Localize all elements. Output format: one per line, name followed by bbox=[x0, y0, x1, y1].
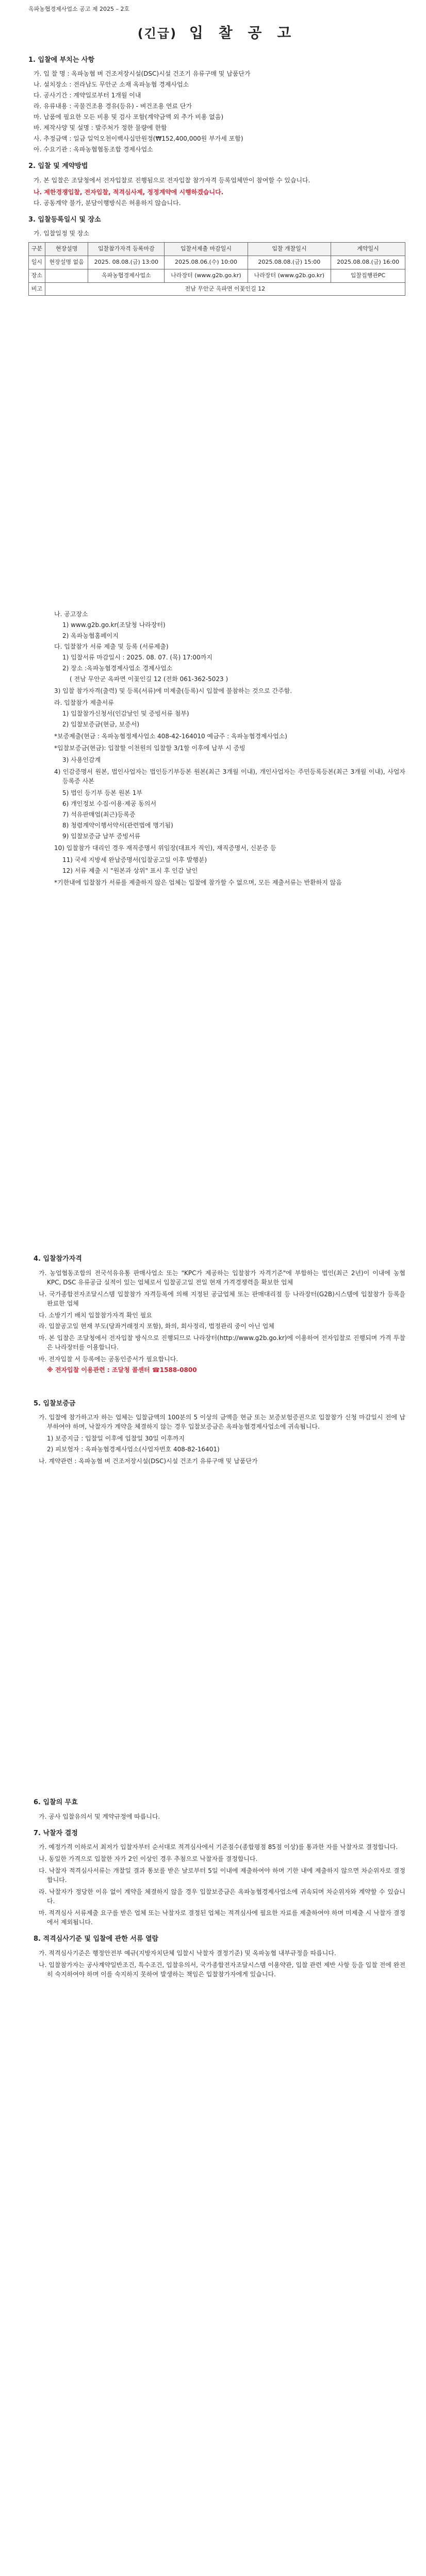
table-header: 구분 bbox=[29, 243, 45, 256]
table-cell: 옥파농협경제사업소 bbox=[88, 269, 165, 282]
list-item: 가. 입찰에 참가하고자 하는 업체는 입찰금액의 100분의 5 이상의 금액을 현금 또는 보증보험증권으로 입찰참가 신청 마감일시 전에 납부하여야 하며, 낙찰자가 계약을 체결하지 않는 경우 입찰보증금은 옥파농협경제사업소에 귀속됩니다. bbox=[39, 1414, 405, 1430]
list-item: 나. 계약관련 : 옥파농협 벼 건조저장시설(DSC)시설 건조기 유류구매 및 납품단가 bbox=[39, 1458, 258, 1465]
table-cell: 2025. 08.08.(금) 13:00 bbox=[88, 256, 165, 269]
list-item: 바. 전자입찰 서 등록에는 공동인증서가 필요합니다. bbox=[39, 1355, 178, 1363]
list-item: 다. 공동계약 불가, 분담이행방식은 허용하지 않습니다. bbox=[34, 199, 181, 207]
list-item: 나. 동일한 가격으로 입찰한 자가 2인 이상인 경우 추첨으로 낙찰자를 결정합니다. bbox=[39, 1855, 258, 1862]
section-title: 6. 입찰의 무효 bbox=[34, 1799, 78, 1806]
list-item: 3) 입찰 참가자격(출력) 및 등록(서류)에 미제출(등록)시 입찰에 불참하는 것으로 간주함. bbox=[54, 687, 292, 694]
list-item: 가. 농업협동조합의 전국석유유통 판매사업소 또는 "KPC가 제공하는 입찰참가 자격기준"에 부합하는 법인(최근 2년)이 이내에 농협KPC, DSC 유류공급 실적이 있는 업체로서 입찰공고일 전일 현재 가격경쟁력을 확보한 업체 bbox=[39, 1269, 405, 1286]
list-item-highlight: 나. 제한경쟁입찰, 전자입찰, 적격심사제, 정정계약에 시행하겠습니다. bbox=[34, 188, 224, 196]
section-title: 5. 입찰보증금 bbox=[34, 1399, 76, 1408]
list-item: 가. 공사 입찰유의서 및 계약규정에 따릅니다. bbox=[39, 1812, 160, 1820]
table-header: 입찰서제출 마감일시 bbox=[165, 243, 248, 256]
list-item: 2) 장소 :옥파농협경제사업소 경제사업소 bbox=[62, 665, 173, 672]
contact-line: ※ 전자입찰 이용관련 : 조달청 콜센터 ☎1588-0800 bbox=[47, 1366, 197, 1374]
list-item: 다. 공사기간 : 계약일로부터 1개월 이내 bbox=[34, 92, 141, 99]
table-cell: 2025.08.08.(금) 16:00 bbox=[331, 256, 405, 269]
section-title: 1. 입찰에 부치는 사항 bbox=[28, 56, 95, 64]
list-item: 가. 입 찰 명 : 옥파농협 벼 건조저장시설(DSC)시설 건조기 유류구매 및 납품단가 bbox=[34, 70, 251, 77]
list-item: 라. 입찰참가 제출서류 bbox=[54, 699, 114, 706]
list-item: 사. 추정금액 : 일금 일억오천이백사십만원정(₩152,400,000원 부가세 포함) bbox=[34, 135, 243, 142]
table-cell: 장소 bbox=[29, 269, 45, 282]
list-item: *보증제출(현금 : 옥파농협정제사업소 408-42-164010 예금주 : 옥파농협경제사업소) bbox=[54, 733, 287, 740]
list-item: 마. 본 입찰은 조달청에서 전자입찰 방식으로 진행되므로 나라장터(http://www.g2b.go.kr)에 이용하여 전자입찰로 진행되며 가격 투찰은 나라장터를 이용합니다. bbox=[39, 1334, 405, 1351]
table-cell: 2025.08.08.(금) 15:00 bbox=[248, 256, 331, 269]
list-item: 9) 입찰보증금 납부 증빙서류 bbox=[62, 833, 141, 840]
list-item: 10) 입찰참가 대리인 경우 재직증명서 위임장(대표자 직인), 재직증명서, 신분증 등 bbox=[54, 844, 276, 852]
notice-header-block bbox=[0, 5, 426, 603]
list-item: 1) 입찰서류 마감일시 : 2025. 08. 07. (목) 17:00까지 bbox=[62, 654, 212, 661]
list-item: 다. 입찰참가 서류 제출 및 등록 (서류제출) bbox=[54, 643, 169, 650]
list-item: 가. 본 입찰은 조달청에서 전자입찰로 진행됨으로 전자입찰 참가자격 등록업체만이 참여할 수 있습니다. bbox=[34, 176, 310, 184]
list-item: 4) 인감증명서 원본, 법인사업자는 법인등기부등본 원본(최근 3개월 이내), 개인사업자는 주민등록등본(최근 3개월 이내), 사업자등록증 사본 bbox=[54, 768, 405, 785]
list-item: 나. 국가종합전자조달시스템 입찰참가 자격등록에 의해 지정된 공급업체 또는 판매대리점 등 나라장터(G2B)시스템에 입찰참가 등록을 완료한 업체 bbox=[39, 1290, 405, 1307]
section-title: 3. 입찰등록일시 및 장소 bbox=[28, 215, 101, 224]
list-item: 다. 소방기기 배치 입찰참가자격 확인 필요 bbox=[39, 1311, 152, 1319]
list-item: 8) 청렴계약이행서약서(관련법에 명기됨) bbox=[62, 822, 173, 829]
list-item: 5) 법인 등기부 등본 원본 1부 bbox=[62, 789, 142, 796]
table-header: 입찰참가자격 등록마감 bbox=[88, 243, 165, 256]
section-title: 8. 적격심사기준 및 입찰에 관한 서류 열람 bbox=[34, 1935, 159, 1943]
section-title: 4. 입찰참가자격 bbox=[34, 1255, 82, 1263]
table-row bbox=[29, 282, 405, 296]
table-cell: 입찰집행관PC bbox=[331, 269, 405, 282]
table-cell: 나라장터 (www.g2b.go.kr) bbox=[248, 269, 331, 282]
list-item: 7) 석유판매업(최근)등록증 bbox=[62, 811, 136, 818]
list-item: 마. 납품에 필요한 모든 비용 및 검사 포함(계약금액 외 추가 비용 없음) bbox=[34, 113, 224, 121]
table-row bbox=[29, 269, 405, 282]
list-item: 라. 낙찰자가 정당한 이유 없이 계약을 체결하지 않을 경우 입찰보증금은 옥파농협경제사업소에 귀속되며 차순위자와 계약할 수 있습니다. bbox=[39, 1888, 405, 1905]
list-item: 가. 적격심사기준은 행정안전부 예규(지방자치단체 입찰시 낙찰자 결정기준) 및 옥파농협 내부규정을 따릅니다. bbox=[39, 1949, 336, 1957]
list-item: 1) www.g2b.go.kr(조달청 나라장터) bbox=[62, 621, 166, 629]
list-item: 2) 옥파농협홈페이지 bbox=[62, 632, 119, 639]
table-row bbox=[29, 256, 405, 269]
list-item: 2) 입찰보증금(현금, 보증서) bbox=[62, 721, 140, 728]
list-item: 2) 피보험자 : 옥파농협경제사업소(사업자번호 408-82-16401) bbox=[47, 1446, 220, 1453]
list-item: *입찰보증금(현금): 입찰할 이천원의 입찰할 3/1할 이후에 납부 시 증빙 bbox=[54, 744, 245, 752]
table-cell: 전남 무안군 옥파면 이꽃인길 12 bbox=[45, 282, 405, 296]
list-item: 아. 수요기관 : 옥파농협협동조합 경제사업소 bbox=[34, 146, 153, 153]
table-cell: 비고 bbox=[29, 282, 45, 296]
list-item: 바. 제작사양 및 설명 : 발주처가 정한 물량에 한함 bbox=[34, 124, 167, 131]
table-header: 계약일시 bbox=[331, 243, 405, 256]
title-main: 입 찰 공 고 bbox=[189, 24, 297, 41]
table-cell: 일시 bbox=[29, 256, 45, 269]
list-item: 6) 개인정보 수집·이용·제공 동의서 bbox=[62, 800, 157, 807]
table-header: 현장설명 bbox=[45, 243, 88, 256]
title-prefix: (긴급) bbox=[137, 26, 177, 41]
section-title: 7. 낙찰자 결정 bbox=[34, 1829, 78, 1837]
schedule-table bbox=[28, 242, 405, 296]
notice-number: 옥파농협경제사업소 공고 제 2025 – 2호 bbox=[28, 6, 130, 12]
list-item: 라. 입찰공고일 현재 부도(당좌거래정지 포함), 화의, 회사정리, 법정관리 중이 아닌 업체 bbox=[39, 1322, 274, 1330]
award-block bbox=[0, 1790, 426, 2275]
bid-details-block bbox=[0, 608, 426, 1195]
list-item: ( 전남 무안군 옥파면 이꽃인길 12 (전화 061-362-5023 ) bbox=[70, 675, 228, 683]
list-item: 라. 유류내용 : 곡물건조용 경유(등유) - 벼건조용 연료 단가 bbox=[34, 103, 192, 110]
table-cell: 2025.08.06.(수) 10:00 bbox=[165, 256, 248, 269]
eligibility-block bbox=[0, 1247, 426, 1788]
list-item: 3) 사용인감계 bbox=[62, 756, 101, 764]
table-cell: 현장설명 없음 bbox=[45, 256, 88, 269]
list-item: 가. 입찰일정 및 장소 bbox=[34, 230, 89, 237]
list-item: 11) 국세 지방세 완납증명서(입찰공고일 이후 발행분) bbox=[62, 856, 207, 863]
list-item: 나. 설치장소 : 전라남도 무안군 소재 옥파농협 경제사업소 bbox=[34, 81, 189, 88]
list-item: 12) 서류 제출 시 "원본과 상위" 표시 후 인감 날인 bbox=[62, 867, 198, 874]
list-item: 나. 공고장소 bbox=[54, 611, 88, 618]
page-title bbox=[28, 22, 405, 44]
list-item: 다. 낙찰자 적격심사서류는 개찰일 결과 통보를 받은 날로부터 5일 이내에 제출하여야 하며 기한 내에 제출하지 않으면 차순위자로 결정합니다. bbox=[39, 1867, 405, 1884]
list-item: 가. 예정가격 이하로서 최저가 입찰자부터 순서대로 적격심사에서 기준점수(종합평점 85점 이상)를 통과한 자를 낙찰자로 결정합니다. bbox=[39, 1843, 398, 1851]
table-header-row bbox=[29, 243, 405, 256]
section-title: 2. 입찰 및 계약방법 bbox=[28, 162, 88, 170]
table-cell: 나라장터 (www.g2b.go.kr) bbox=[165, 269, 248, 282]
list-item: 마. 적격심사 서류제출 요구를 받은 업체 또는 낙찰자로 결정된 업체는 적격심사에 필요한 자료를 제출하여야 하며 미제출 시 낙찰자 결정에서 제외됩니다. bbox=[39, 1909, 405, 1926]
table-cell bbox=[45, 269, 88, 282]
misc-block bbox=[0, 2568, 426, 2576]
list-item: 나. 입찰참가자는 공사계약일반조건, 특수조건, 입찰유의서, 국가종합전자조달시스템 이용약관, 입찰 관련 제반 사항 등을 입찰 전에 완전히 숙지하여야 하며 이를 숙지하지 못하여 발생하는 책임은 입찰참가자에게 있습니다. bbox=[39, 1961, 405, 1978]
list-item: 1) 보증지급 : 입찰일 이후에 입찰일 30일 이후까지 bbox=[47, 1435, 185, 1442]
list-item: 1) 입찰참가신청서(인감날인 및 증빙서류 첨부) bbox=[62, 710, 189, 717]
list-item: *기한내에 입찰참가 서류를 제출하지 않은 업체는 입찰에 참가할 수 없으며, 모든 제출서류는 반환하지 않음 bbox=[54, 879, 342, 886]
table-header: 입찰 개찰일시 bbox=[248, 243, 331, 256]
